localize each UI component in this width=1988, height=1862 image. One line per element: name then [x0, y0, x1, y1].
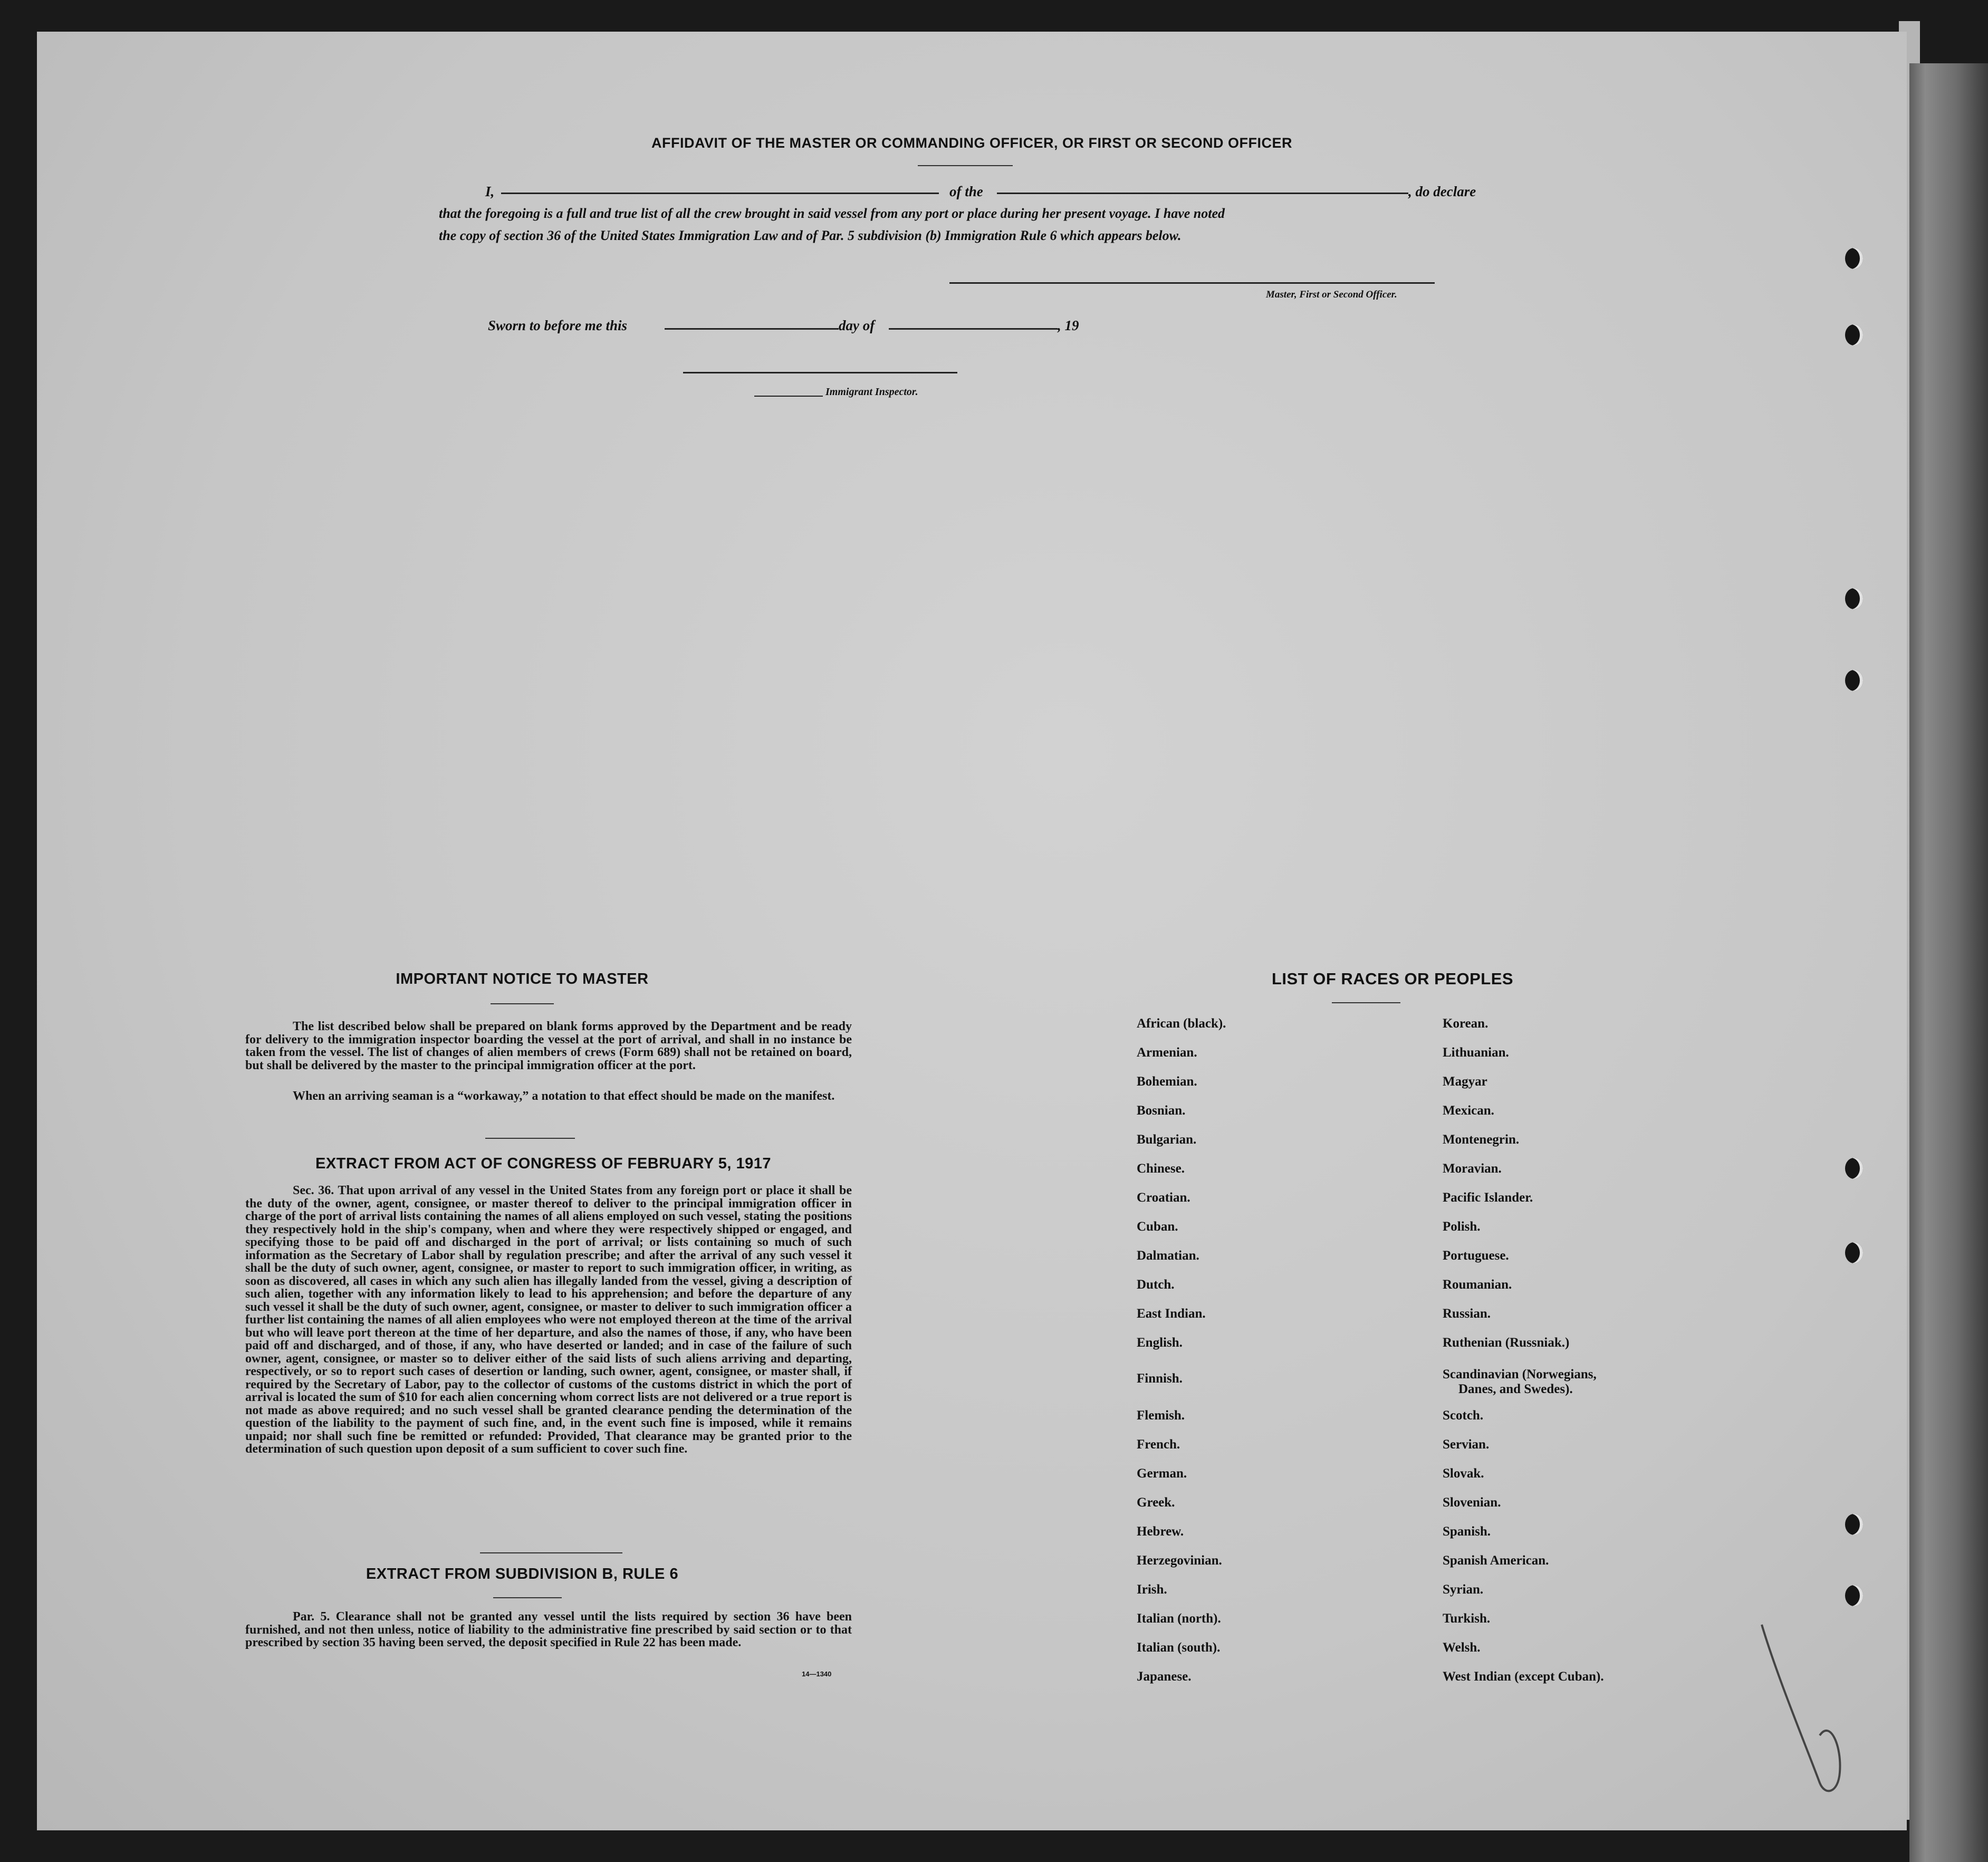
race-item: Herzegovinian. [1137, 1553, 1222, 1568]
officer-signature-field[interactable] [949, 282, 1435, 284]
race-item: Italian (south). [1137, 1640, 1221, 1655]
race-item: West Indian (except Cuban). [1443, 1669, 1604, 1684]
inspector-signature-field[interactable] [683, 372, 957, 373]
races-title: LIST OF RACES OR PEOPLES [1271, 970, 1514, 988]
race-item: Magyar [1443, 1074, 1487, 1089]
extract-act-title: EXTRACT FROM ACT OF CONGRESS OF FEBRUARY 5, 1917 [315, 1155, 772, 1172]
race-item: Turkish. [1443, 1611, 1491, 1626]
race-item: Lithuanian. [1443, 1045, 1509, 1060]
extract-rule-text: Par. 5. Clearance shall not be granted any vessel until the lists required by section 36 have been furnished, and not then unless, notice of liability to the administrative fine prescribed by said section or to that prescribed by section 35 having been served, the deposit specified in Rule 22 has been made. [245, 1610, 852, 1649]
race-item: French. [1137, 1437, 1180, 1452]
day-of-label: day of [839, 318, 875, 333]
race-item: Finnish. [1137, 1371, 1183, 1386]
race-item: Welsh. [1443, 1640, 1481, 1655]
affidavit-title: AFFIDAVIT OF THE MASTER OR COMMANDING OFFICER, OR FIRST OR SECOND OFFICER [651, 135, 1292, 151]
race-item: Russian. [1443, 1307, 1491, 1321]
sworn-month-field[interactable] [889, 328, 1058, 330]
race-item: Montenegrin. [1443, 1132, 1520, 1147]
race-item: English. [1137, 1336, 1183, 1350]
inspector-label: Immigrant Inspector. [825, 386, 918, 398]
form-number: 14—1340 [802, 1670, 832, 1678]
race-item: Syrian. [1443, 1582, 1484, 1597]
race-item: Scotch. [1443, 1408, 1484, 1423]
signature-label: Master, First or Second Officer. [1266, 289, 1397, 300]
manifest-page [37, 32, 1907, 1830]
race-item: Armenian. [1137, 1045, 1197, 1060]
notice-title: IMPORTANT NOTICE TO MASTER [396, 971, 649, 987]
race-item: Mexican. [1443, 1103, 1494, 1118]
binder-hole-icon [1845, 1585, 1863, 1606]
race-item: Dalmatian. [1137, 1249, 1199, 1263]
vessel-name-field[interactable] [997, 193, 1408, 194]
race-item: Slovenian. [1443, 1495, 1501, 1510]
race-item: Danes, and Swedes). [1458, 1382, 1573, 1396]
notice-paragraph-2: When an arriving seaman is a “workaway,” a notation to that effect should be made on the manifest. [293, 1089, 835, 1103]
pencil-mark-icon [1746, 1614, 1851, 1804]
race-item: Spanish. [1443, 1524, 1491, 1539]
race-item: Servian. [1443, 1437, 1490, 1452]
race-item: Bosnian. [1137, 1103, 1186, 1118]
sworn-label: Sworn to before me this [488, 318, 628, 333]
race-item: Scandinavian (Norwegians, [1443, 1367, 1597, 1381]
extract-rule-title: EXTRACT FROM SUBDIVISION B, RULE 6 [366, 1566, 679, 1582]
race-item: Flemish. [1137, 1408, 1185, 1423]
race-item: Bohemian. [1137, 1074, 1197, 1089]
sworn-day-field[interactable] [665, 328, 839, 330]
binder-hole-icon [1845, 248, 1863, 269]
binder-hole-icon [1845, 1514, 1863, 1535]
race-item: Ruthenian (Russniak.) [1443, 1336, 1570, 1350]
race-item: Spanish American. [1443, 1553, 1549, 1568]
race-item: Dutch. [1137, 1278, 1175, 1292]
affidavit-line-3: the copy of section 36 of the United States Immigration Law and of Par. 5 subdivision (b) Immigration Rule 6 which appears below. [439, 228, 1182, 243]
race-item: German. [1137, 1466, 1187, 1481]
master-name-field[interactable] [501, 193, 939, 194]
binder-hole-icon [1845, 588, 1863, 609]
race-item: Slovak. [1443, 1466, 1484, 1481]
race-item: Italian (north). [1137, 1611, 1221, 1626]
race-item: Cuban. [1137, 1220, 1178, 1234]
affidavit-declare-label: , do declare [1408, 184, 1476, 199]
year-prefix-label: , 19 [1058, 318, 1079, 333]
binding-edge [1909, 63, 1988, 1862]
race-item: Japanese. [1137, 1669, 1192, 1684]
race-item: Hebrew. [1137, 1524, 1184, 1539]
race-item: Portuguese. [1443, 1249, 1509, 1263]
race-item: Chinese. [1137, 1162, 1185, 1176]
race-item: Roumanian. [1443, 1278, 1512, 1292]
race-item: Korean. [1443, 1016, 1488, 1031]
race-item: Moravian. [1443, 1162, 1502, 1176]
race-item: Polish. [1443, 1220, 1481, 1234]
affidavit-of-the-label: of the [949, 184, 983, 199]
race-item: Bulgarian. [1137, 1132, 1197, 1147]
binder-hole-icon [1845, 1242, 1863, 1263]
binder-hole-icon [1845, 1158, 1863, 1179]
extract-act-text: Sec. 36. That upon arrival of any vessel in the United States from any foreign port or place it shall be the duty of the owner, agent, consignee, or master thereof to deliver to the principal immigration officer in charge of the port of arrival lists containing the names of all aliens employed on such vessel, stating the positions they respectively hold in the ship's company, when and where they were respectively shipped or engaged, and specifying those to be paid off and discharged in the port of arrival; or lists containing so much of such information as the Secretary of Labor shall by regulation prescribe; and after the arrival of any such vessel it shall be the duty of such owner, agent, consignee, or master to report to such immigration officer, in writing, as soon as discovered, all cases in which any such alien has illegally landed from the vessel, giving a description of such alien, together with any information likely to lead to his apprehension; and before the departure of any such vessel it shall be the duty of such owner, agent, consignee, or master to deliver to such immigration officer a further list containing the names of all alien employees who were not employed thereon at the time of the arrival but who will leave port thereon at the time of her departure, and also the names of those, if any, who have been paid off and discharged, and of those, if any, who have deserted or landed; and in case of the failure of such owner, agent, consignee, or master so to deliver either of the said lists of such aliens arriving and departing, respectively, or so to report such cases of desertion or landing, such owner, agent, consignee, or master shall, if required by the Secretary of Labor, pay to the collector of customs of the customs district in which the port of arrival is located the sum of $10 for each alien concerning whom correct lists are not delivered or a true report is not made as above required; and no such vessel shall be granted clearance pending the determination of the question of the liability to the payment of such fine, and, in the event such fine is imposed, while it remains unpaid; nor shall such fine be remitted or refunded: Provided, That clearance may be granted prior to the determination of such question upon deposit of a sum sufficient to cover such fine. [245, 1184, 852, 1456]
binder-hole-icon [1845, 670, 1863, 691]
race-item: Pacific Islander. [1443, 1191, 1533, 1205]
binder-hole-icon [1845, 324, 1863, 345]
notice-paragraph-1: The list described below shall be prepared on blank forms approved by the Department and be ready for delivery to the immigration inspector boarding the vessel at the port of arrival, and shall in no instance be taken from the vessel. The list of changes of alien members of crews (Form 689) shall not be retained on board, but shall be delivered by the master to the principal immigration officer at the port. [245, 1020, 852, 1072]
race-item: Greek. [1137, 1495, 1175, 1510]
race-item: East Indian. [1137, 1307, 1206, 1321]
race-item: African (black). [1137, 1016, 1226, 1031]
affidavit-i-label: I, [485, 184, 495, 199]
race-item: Irish. [1137, 1582, 1167, 1597]
affidavit-line-2: that the foregoing is a full and true list of all the crew brought in said vessel from any port or place during her present voyage. I have noted [439, 206, 1225, 221]
race-item: Croatian. [1137, 1191, 1190, 1205]
